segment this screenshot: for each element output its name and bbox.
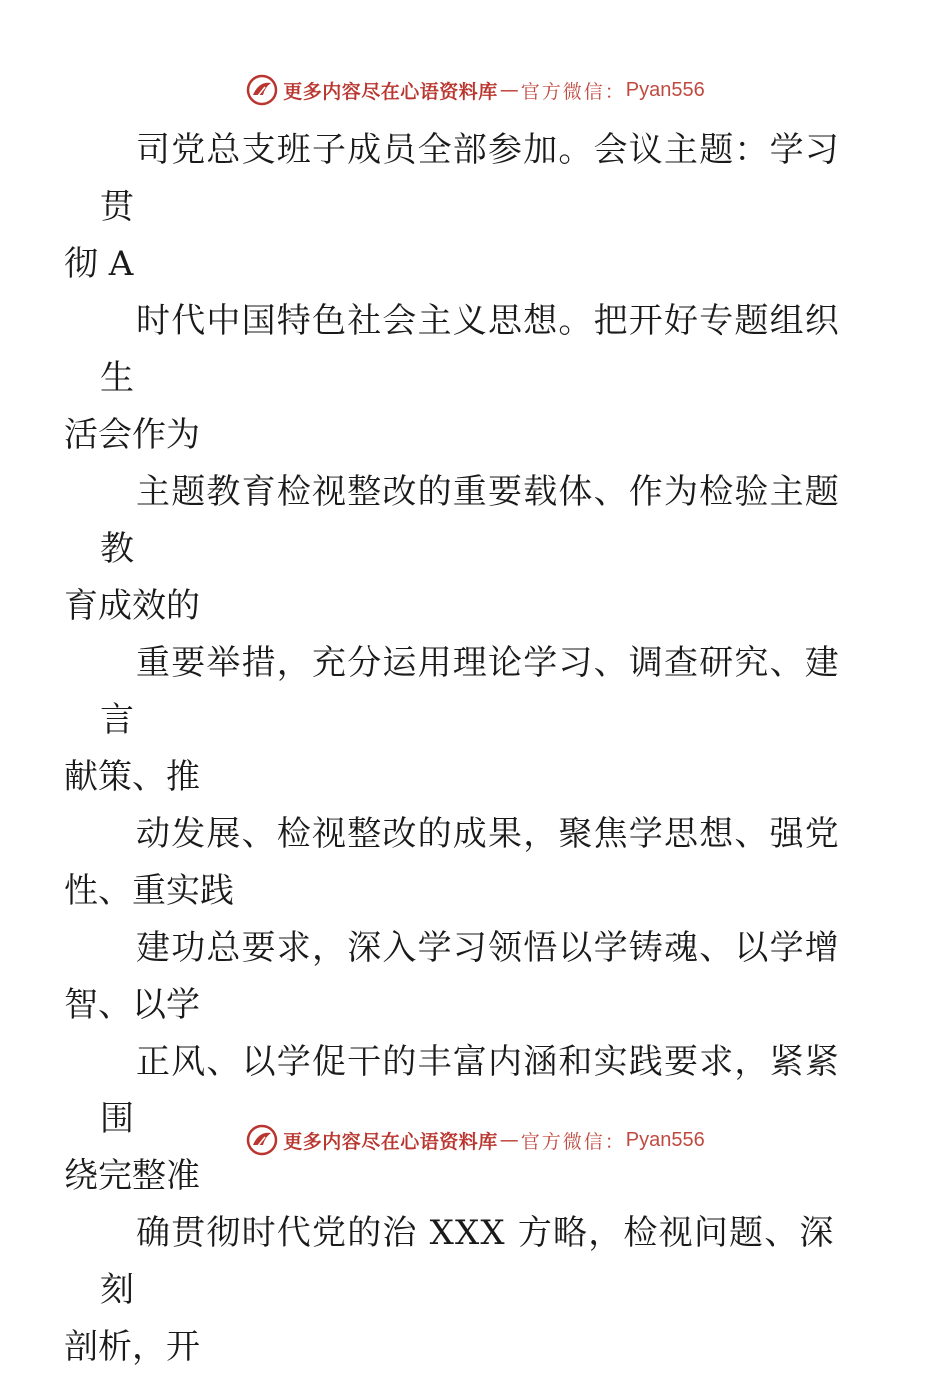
paragraph-line: 献策、推 xyxy=(64,757,200,797)
header-official-text: 官方微信： xyxy=(520,80,626,103)
brand-logo-icon xyxy=(245,1123,279,1157)
footer-banner xyxy=(0,1120,950,1160)
paragraph-line: 活会作为 xyxy=(64,415,200,455)
paragraph-1 xyxy=(64,122,860,293)
footer-wechat-id: Pyan556 xyxy=(625,1128,705,1151)
paragraph-line: 主题教育检视整改的重要载体、作为检验主题教 xyxy=(100,472,840,569)
paragraph-3 xyxy=(64,464,860,635)
paragraph-line: 正风、以学促干的丰富内涵和实践要求，紧紧围 xyxy=(100,1042,840,1139)
paragraph-line: 彻 A xyxy=(64,244,134,284)
paragraph-2 xyxy=(64,293,860,464)
header-dash: — xyxy=(499,79,519,101)
paragraph-6 xyxy=(64,920,860,1034)
paragraph-5 xyxy=(64,806,860,920)
header-banner xyxy=(0,70,950,110)
brand-logo-icon xyxy=(245,73,279,107)
paragraph-line: 时代中国特色社会主义思想。把开好专题组织生 xyxy=(100,301,840,398)
paragraph-line: 育成效的 xyxy=(64,586,200,626)
paragraph-8 xyxy=(64,1205,860,1376)
paragraph-line: 建功总要求，深入学习领悟以学铸魂、以学增 xyxy=(136,928,840,968)
paragraph-line: 性、重实践 xyxy=(64,871,234,911)
header-wechat-id: Pyan556 xyxy=(625,78,705,101)
paragraph-line: 动发展、检视整改的成果，聚焦学思想、强党 xyxy=(136,814,840,854)
paragraph-line: 司党总支班子成员全部参加。会议主题：学习贯 xyxy=(100,130,840,227)
footer-brand-text: 更多内容尽在心语资料库 xyxy=(283,1130,498,1153)
footer-official-text: 官方微信： xyxy=(520,1130,626,1153)
footer-dash: — xyxy=(499,1129,519,1151)
paragraph-line: 确贯彻时代党的治 XXX 方略，检视问题、深刻 xyxy=(100,1213,835,1310)
document-body xyxy=(64,122,860,1376)
header-brand-text: 更多内容尽在心语资料库 xyxy=(283,80,498,103)
paragraph-4 xyxy=(64,635,860,806)
paragraph-line: 智、以学 xyxy=(64,985,200,1025)
paragraph-line: 重要举措，充分运用理论学习、调查研究、建言 xyxy=(100,643,840,740)
paragraph-line: 绕完整准 xyxy=(64,1156,200,1196)
paragraph-line: 剖析，开 xyxy=(64,1327,200,1367)
